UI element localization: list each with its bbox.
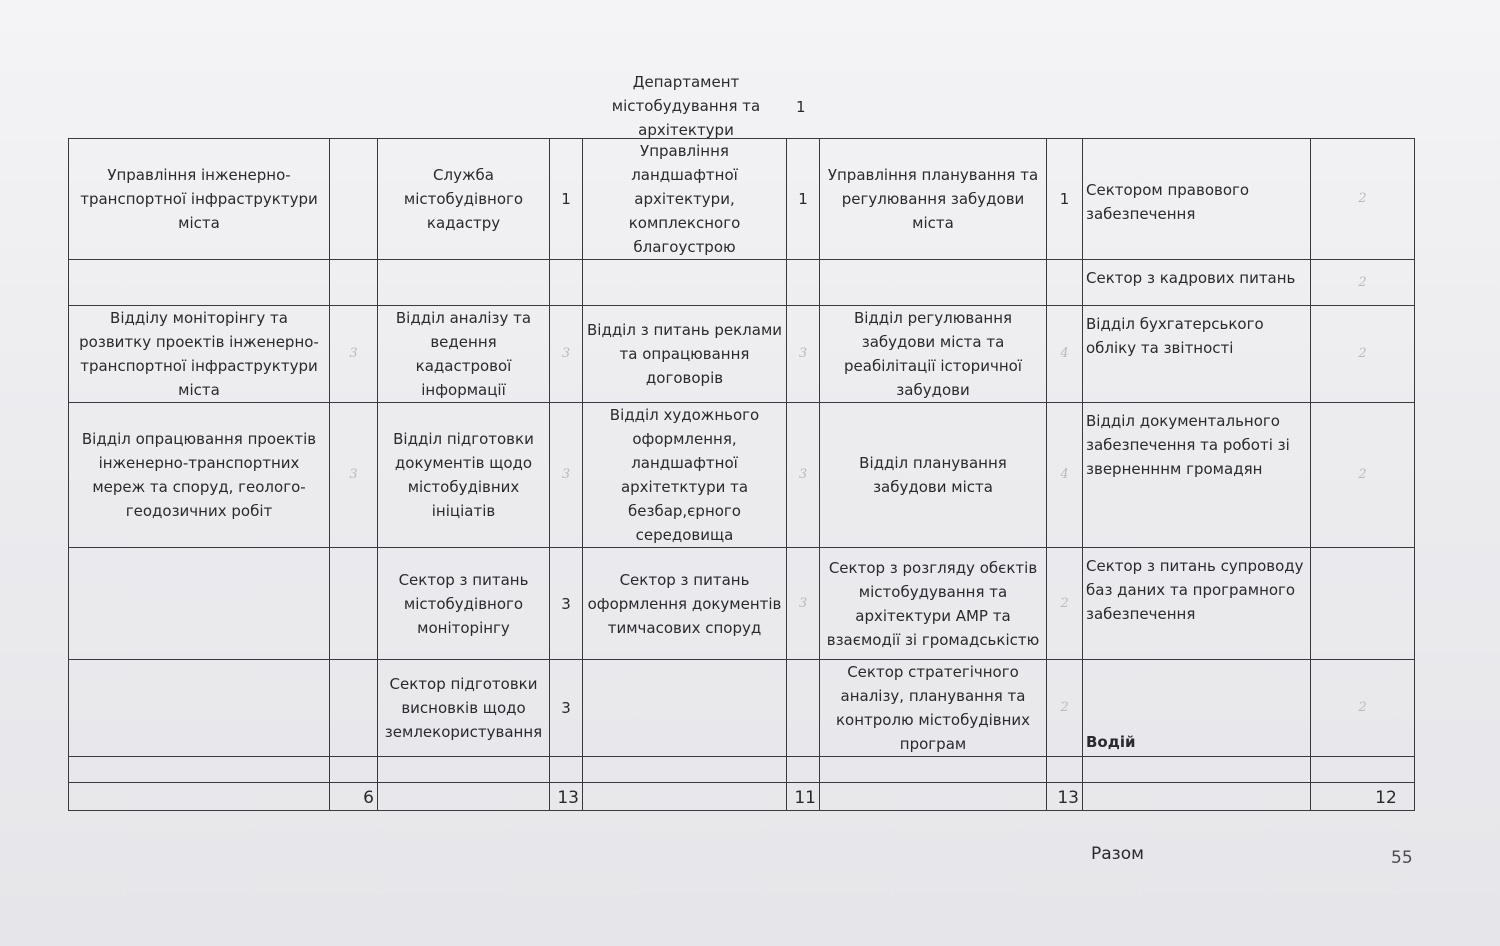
unit-name: Відділ опрацювання проектів інженерно-транспортних мереж та споруд, геолого-геодозичних робіт	[69, 403, 330, 548]
unit-name	[69, 548, 330, 660]
column-total: 12	[1311, 783, 1415, 811]
department-title: Департамент містобудування та архітектури	[611, 73, 761, 139]
unit-name	[378, 260, 550, 306]
unit-count: 2	[1311, 306, 1415, 403]
unit-count: 4	[1047, 306, 1083, 403]
unit-count: 3	[787, 403, 820, 548]
unit-name: Відділ бухгатерського обліку та звітності	[1083, 306, 1311, 403]
totals-row	[69, 783, 1415, 811]
unit-count: 2	[1311, 139, 1415, 260]
unit-name: Водій	[1083, 660, 1311, 757]
unit-count: 2	[1311, 260, 1415, 306]
unit-name: Відділ планування забудови міста	[820, 403, 1047, 548]
unit-name	[820, 260, 1047, 306]
unit-count: 2	[1047, 548, 1083, 660]
unit-count: 3	[550, 306, 583, 403]
total-label: Разом	[1091, 844, 1144, 864]
table-row	[69, 403, 1415, 548]
department-count: 1	[796, 98, 806, 116]
unit-name: Відділ регулювання забудови міста та реабілітації історичної забудови	[820, 306, 1047, 403]
unit-name	[378, 757, 550, 783]
unit-count	[787, 260, 820, 306]
unit-count: 3	[550, 403, 583, 548]
unit-count: 2	[1047, 660, 1083, 757]
unit-name: Управління інженерно-транспортної інфраструктури міста	[69, 139, 330, 260]
unit-count	[1047, 260, 1083, 306]
total-value: 55	[1391, 848, 1413, 868]
unit-count: 3	[787, 548, 820, 660]
unit-count	[550, 757, 583, 783]
unit-count: 4	[1047, 403, 1083, 548]
column-total: 13	[550, 783, 583, 811]
unit-count	[1047, 757, 1083, 783]
column-total: 6	[330, 783, 378, 811]
table-row	[69, 660, 1415, 757]
unit-count	[330, 548, 378, 660]
unit-name: Відділ підготовки документів щодо містобудівних ініціатів	[378, 403, 550, 548]
unit-count	[787, 757, 820, 783]
unit-name: Сектором правового забезпечення	[1083, 139, 1311, 260]
unit-count: 1	[550, 139, 583, 260]
unit-name: Управління планування та регулювання забудови міста	[820, 139, 1047, 260]
unit-count	[787, 660, 820, 757]
table-row	[69, 306, 1415, 403]
unit-name: Сектор стратегічного аналізу, планування та контролю містобудівних програм	[820, 660, 1047, 757]
table-row	[69, 139, 1415, 260]
unit-count	[1311, 548, 1415, 660]
unit-count	[330, 757, 378, 783]
unit-count: 3	[550, 548, 583, 660]
unit-name: Сектор з питань оформлення документів тимчасових споруд	[583, 548, 787, 660]
totals-cell	[1083, 783, 1311, 811]
totals-cell	[583, 783, 787, 811]
unit-name	[583, 260, 787, 306]
unit-name: Сектор підготовки висновків щодо землекористування	[378, 660, 550, 757]
unit-name	[583, 757, 787, 783]
unit-count: 2	[1311, 660, 1415, 757]
unit-count: 3	[330, 403, 378, 548]
unit-count: 1	[787, 139, 820, 260]
unit-count: 3	[330, 306, 378, 403]
totals-cell	[69, 783, 330, 811]
unit-name	[69, 260, 330, 306]
unit-name: Сектор з кадрових питань	[1083, 260, 1311, 306]
unit-count	[330, 660, 378, 757]
unit-name: Відділ аналізу та ведення кадастрової інформації	[378, 306, 550, 403]
table-row	[69, 260, 1415, 306]
unit-name: Сектор з розгляду обєктів містобудування та архітектури АМР та взаємодії зі громадськістю	[820, 548, 1047, 660]
unit-count: 3	[787, 306, 820, 403]
unit-name: Управління ландшафтної архітектури, комплексного благоустрою	[583, 139, 787, 260]
unit-name: Відділ документального забезпечення та роботі зі зверненннм громадян	[1083, 403, 1311, 548]
unit-count	[550, 260, 583, 306]
totals-cell	[820, 783, 1047, 811]
unit-name	[69, 660, 330, 757]
unit-name: Сектор з питань супроводу баз даних та програмного забезпечення	[1083, 548, 1311, 660]
unit-count	[1311, 757, 1415, 783]
unit-name: Відділ з питань реклами та опрацювання договорів	[583, 306, 787, 403]
column-total: 13	[1047, 783, 1083, 811]
unit-name: Сектор з питань містобудівного моніторінгу	[378, 548, 550, 660]
unit-name: Відділу моніторінгу та розвитку проектів інженерно-транспортної інфраструктури міста	[69, 306, 330, 403]
unit-name	[1083, 757, 1311, 783]
unit-name: Служба містобудівного кадастру	[378, 139, 550, 260]
unit-name: Відділ художнього оформлення, ландшафтної архітетктури та безбар,єрного середовища	[583, 403, 787, 548]
unit-name	[69, 757, 330, 783]
unit-name	[820, 757, 1047, 783]
unit-name	[583, 660, 787, 757]
totals-cell	[378, 783, 550, 811]
unit-count: 2	[1311, 403, 1415, 548]
column-total: 11	[787, 783, 820, 811]
unit-count: 3	[550, 660, 583, 757]
table-row	[69, 548, 1415, 660]
unit-count: 1	[1047, 139, 1083, 260]
unit-count	[330, 260, 378, 306]
unit-count	[330, 139, 378, 260]
table-row	[69, 757, 1415, 783]
staffing-table	[68, 138, 1415, 811]
